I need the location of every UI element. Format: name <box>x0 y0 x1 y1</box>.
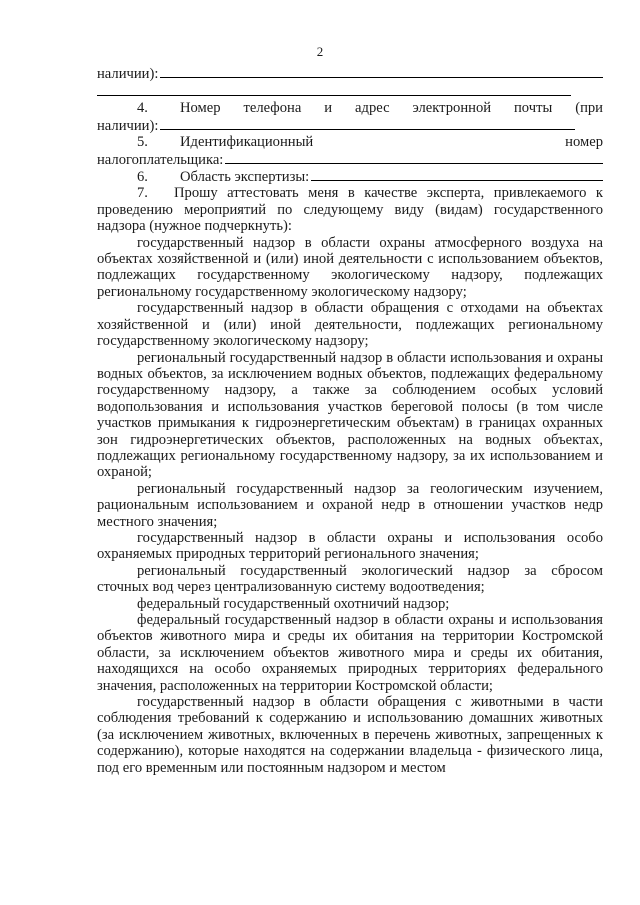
supervision-option[interactable]: федеральный государственный охотничий надзор; <box>137 595 450 612</box>
supervision-option[interactable]: региональный государственный надзор за геологическим изучением, рациональным использованием и охраной недр в отношении участков недр местного значения; <box>97 480 603 530</box>
field-label: Область экспертизы: <box>180 169 310 186</box>
word: почты <box>514 100 553 117</box>
field-label: налогоплательщика: <box>97 151 224 168</box>
field-label: наличии): <box>97 66 159 82</box>
field-row-5 <box>97 134 603 150</box>
item-7-intro <box>97 185 603 234</box>
blank-line[interactable] <box>225 151 603 164</box>
supervision-option[interactable]: федеральный государственный надзор в области охраны и использования объектов животного мира и среды их обитания на территории Костромской области, за исключением объектов животного мира и среды их обитания, находящихся на особо охраняемых природных территориях федерального значения, расположенных на территории Костромской области; <box>97 612 603 694</box>
word: телефона <box>243 100 302 117</box>
field-row-6 <box>97 168 603 185</box>
word: адрес <box>355 100 390 117</box>
field-row-5-tail <box>97 151 603 168</box>
page-number: 2 <box>316 44 324 59</box>
item-number: 7. <box>137 185 148 202</box>
field-label: наличии): <box>97 117 159 134</box>
word: и <box>324 100 333 117</box>
word: Номер <box>180 100 221 117</box>
supervision-option[interactable]: государственный надзор в области охраны атмосферного воздуха на объектах хозяйственной и (или) иной деятельности с использованием объектов, подлежащих государственному экологическому надзору, подлежащих региональному государственному экологическому надзору; <box>97 234 603 300</box>
supervision-option[interactable]: региональный государственный экологический надзор за сбросом сточных вод через централизованную систему водоотведения; <box>97 562 603 596</box>
paragraph-text: Прошу аттестовать меня в качестве эксперта, привлекаемого к проведению мероприятий по следующему виду (видам) государственного надзора (нужное подчеркнуть): <box>97 185 603 235</box>
blank-line[interactable] <box>311 168 603 181</box>
field-row-4-tail <box>97 117 603 134</box>
supervision-option[interactable]: государственный надзор в области обращения с отходами на объектах хозяйственной и (или) иной деятельности, подлежащих региональному государственному экологическому надзору; <box>97 300 603 350</box>
field-row-3-tail <box>97 65 603 82</box>
supervision-option[interactable]: региональный государственный надзор в области использования и охраны водных объектов, за исключением водных объектов, подлежащих федеральному государственному надзору, а также за соблюдением особых условий водопользования и использования участков береговой полосы (в том числе участков примыкания к гидроэнергетическим объектам) в границах охранных зон гидроэнергетических объектов, расположенных на водных объектах, подлежащих региональному государственному надзору, за их использованием и охраной; <box>97 349 603 481</box>
supervision-option[interactable]: государственный надзор в области охраны и использования особо охраняемых природных территорий регионального значения; <box>97 529 603 563</box>
blank-line[interactable] <box>160 65 603 78</box>
field-row-4 <box>97 100 603 116</box>
blank-line[interactable] <box>97 82 571 96</box>
item-number: 5. <box>137 134 148 151</box>
blank-line[interactable] <box>160 117 575 130</box>
field-label-end: номер <box>565 134 603 151</box>
item-number: 4. <box>137 100 148 117</box>
form-body <box>97 65 603 776</box>
item-number: 6. <box>137 169 148 186</box>
word: электронной <box>412 100 492 117</box>
supervision-option[interactable]: государственный надзор в области обращения с животными в части соблюдения требований к содержанию и использованию домашних животных (за исключением животных, включенных в перечень животных, запрещенных к содержанию), которые находятся на содержании владельца - физического лица, под его временным или постоянным надзором и местом <box>97 694 603 776</box>
word: (при <box>575 100 603 117</box>
field-label: Идентификационный <box>180 134 314 151</box>
